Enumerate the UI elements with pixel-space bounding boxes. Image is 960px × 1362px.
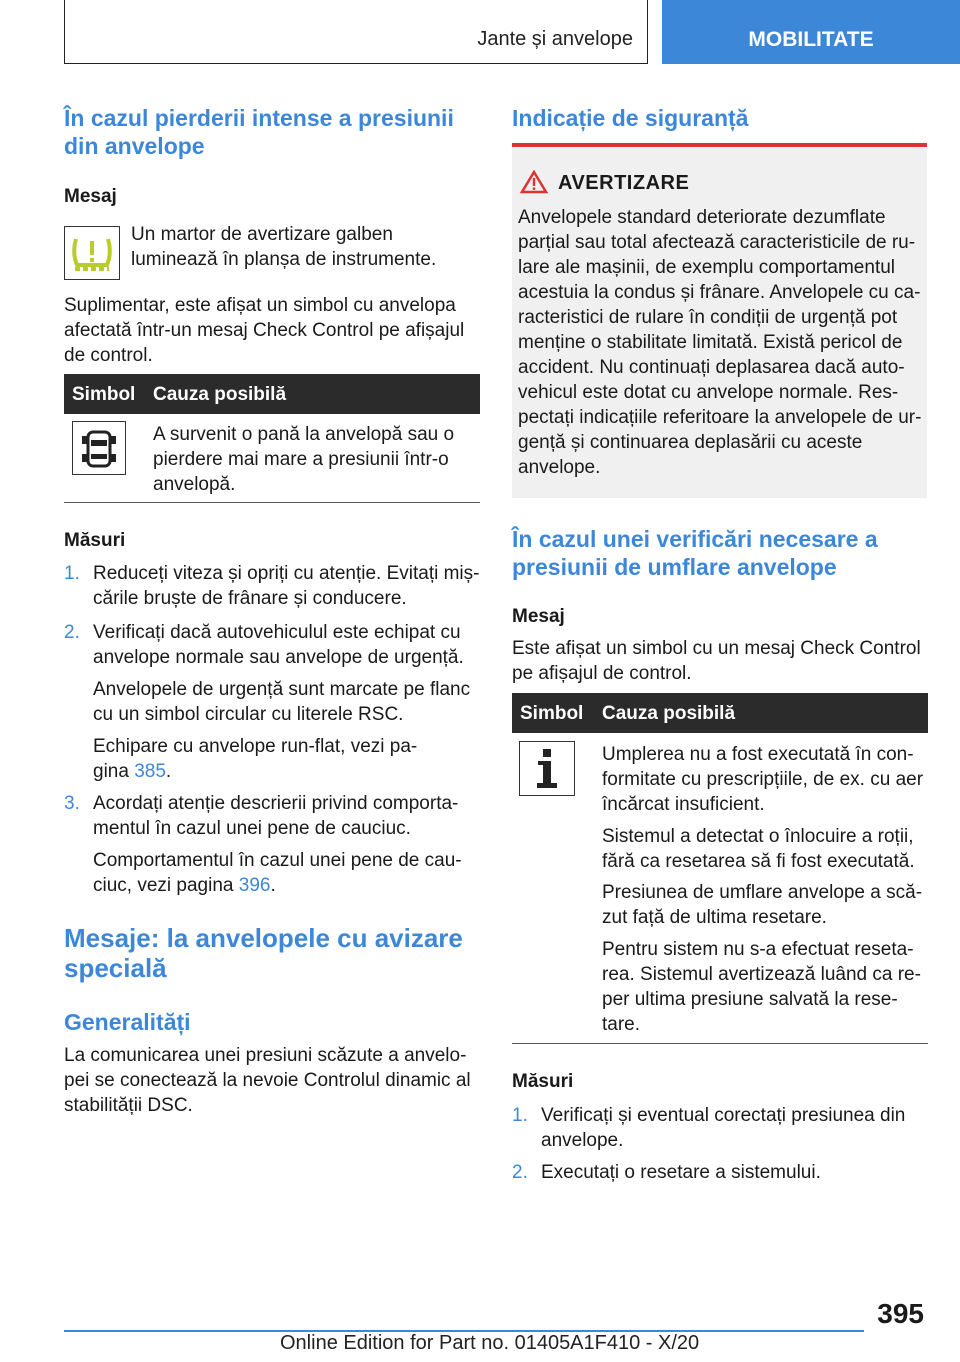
- col-simbol: Simbol: [520, 703, 584, 724]
- page-link-385[interactable]: 385: [134, 761, 166, 782]
- step-number: 1.: [512, 1105, 528, 1126]
- step-text: Executați o resetare a sistemului.: [541, 1162, 821, 1183]
- car-tire-icon: [72, 421, 126, 475]
- section-heading: În cazul pierderii intense a presiunii din anvelope: [64, 105, 454, 159]
- general-text: La comunicarea unei presiuni scăzute a anvelo-pei se conectează la nevoie Controlul dinamic al stabilității DSC.: [64, 1045, 471, 1116]
- col-cauza: Cauza posibilă: [602, 703, 736, 724]
- warning-triangle-icon: [520, 170, 548, 199]
- cause-text: Presiunea de umflare anvelope a scă-zut față de ultima resetare.: [602, 882, 923, 928]
- warning-box: [512, 143, 927, 498]
- section-heading-right: În cazul unei verificări necesare a presiunii de umflare anvelope: [512, 526, 878, 580]
- chapter-tab: MOBILITATE: [662, 0, 960, 64]
- step-number: 2.: [64, 622, 80, 643]
- mesaj-label: Mesaj: [512, 606, 565, 627]
- cause-text: Sistemul a detectat o înlocuire a roții, fără ca resetarea să fi fost executată.: [602, 826, 915, 872]
- col-cauza: Cauza posibilă: [153, 384, 287, 405]
- step-text: Verificați dacă autovehiculul este echipat cu anvelope normale sau anvelope de urgență.: [93, 622, 464, 668]
- mesaj-text: Un martor de avertizare galben luminează în planșa de instrumente.: [131, 224, 437, 270]
- step-number: 2.: [512, 1162, 528, 1183]
- step-paragraph-ref: Echipare cu anvelope run-flat, vezi pa-gina 385.: [93, 736, 418, 782]
- step-text: Reduceți viteza și opriți cu atenție. Evitați miș-cările bruște de frânare și conducere.: [93, 563, 480, 609]
- step-paragraph-ref: Comportamentul în cazul unei pene de cau-ciuc, vezi pagina 396.: [93, 850, 462, 896]
- mesaj-text: Este afișat un simbol cu un mesaj Check Control pe afișajul de control.: [512, 638, 921, 684]
- warning-text: Anvelopele standard deteriorate dezumflate parțial sau total afectează caracteristicile de ru-lare ale mașinii, de exemplu comportamentul acestuia la condus și frânare. Anvelopele cu ca-racteristici de rulare în condiții de urgență pot menține o stabilitate limitată. Există pericol de accident. Nu continuați deplasarea dacă auto-vehicul este dotat cu anvelope normale. Res-pectați indicațiile referitoare la anvelopele de ur-gență și continuarea deplasării cu aceste anvelope.: [518, 207, 922, 478]
- page-number: 395: [877, 1298, 924, 1329]
- step-number: 3.: [64, 793, 80, 814]
- cause-text: Umplerea nu a fost executată în con-formitate cu prescripțiile, de ex. cu aer încărcat insuficient.: [602, 744, 924, 815]
- step-text: Verificați și eventual corectați presiunea din anvelope.: [541, 1105, 906, 1151]
- table-divider: [512, 1043, 928, 1044]
- step-paragraph: Anvelopele de urgență sunt marcate pe flanc cu un simbol circular cu literele RSC.: [93, 679, 471, 725]
- masuri-label: Măsuri: [512, 1071, 574, 1092]
- table-divider: [64, 502, 480, 503]
- warning-label: AVERTIZARE: [558, 172, 690, 194]
- safety-heading: Indicație de siguranță: [512, 105, 749, 131]
- mesaj-label: Mesaj: [64, 186, 117, 207]
- step-number: 1.: [64, 563, 80, 584]
- col-simbol: Simbol: [72, 384, 136, 405]
- section-title: Jante și anvelope: [477, 28, 633, 50]
- tire-pressure-warning-icon: [64, 226, 120, 280]
- header-box: [64, 0, 648, 64]
- subheading: Generalități: [64, 1009, 191, 1035]
- table-header: [512, 693, 928, 733]
- footer-edition: Online Edition for Part no. 01405A1F410 - X/20: [280, 1332, 700, 1354]
- big-heading: Mesaje: la anvelopele cu avizare specială: [64, 923, 463, 983]
- step-text: Acordați atenție descrierii privind comporta-mentul în cazul unei pene de cauciuc.: [93, 793, 459, 839]
- cause-text: Pentru sistem nu s-a efectuat reseta-rea. Sistemul avertizează luând ca re-per ultima presiune salvată la rese-tare.: [602, 939, 921, 1035]
- table-header: [64, 374, 480, 414]
- masuri-label: Măsuri: [64, 530, 126, 551]
- suplimentar-text: Suplimentar, este afișat un simbol cu anvelopa afectată într-un mesaj Check Control pe afișajul de control.: [64, 295, 465, 366]
- table-row-text: A survenit o pană la anvelopă sau o pierdere mai mare a presiunii într-o anvelopă.: [153, 424, 455, 495]
- info-icon: [519, 741, 575, 796]
- page-link-396[interactable]: 396: [238, 875, 271, 896]
